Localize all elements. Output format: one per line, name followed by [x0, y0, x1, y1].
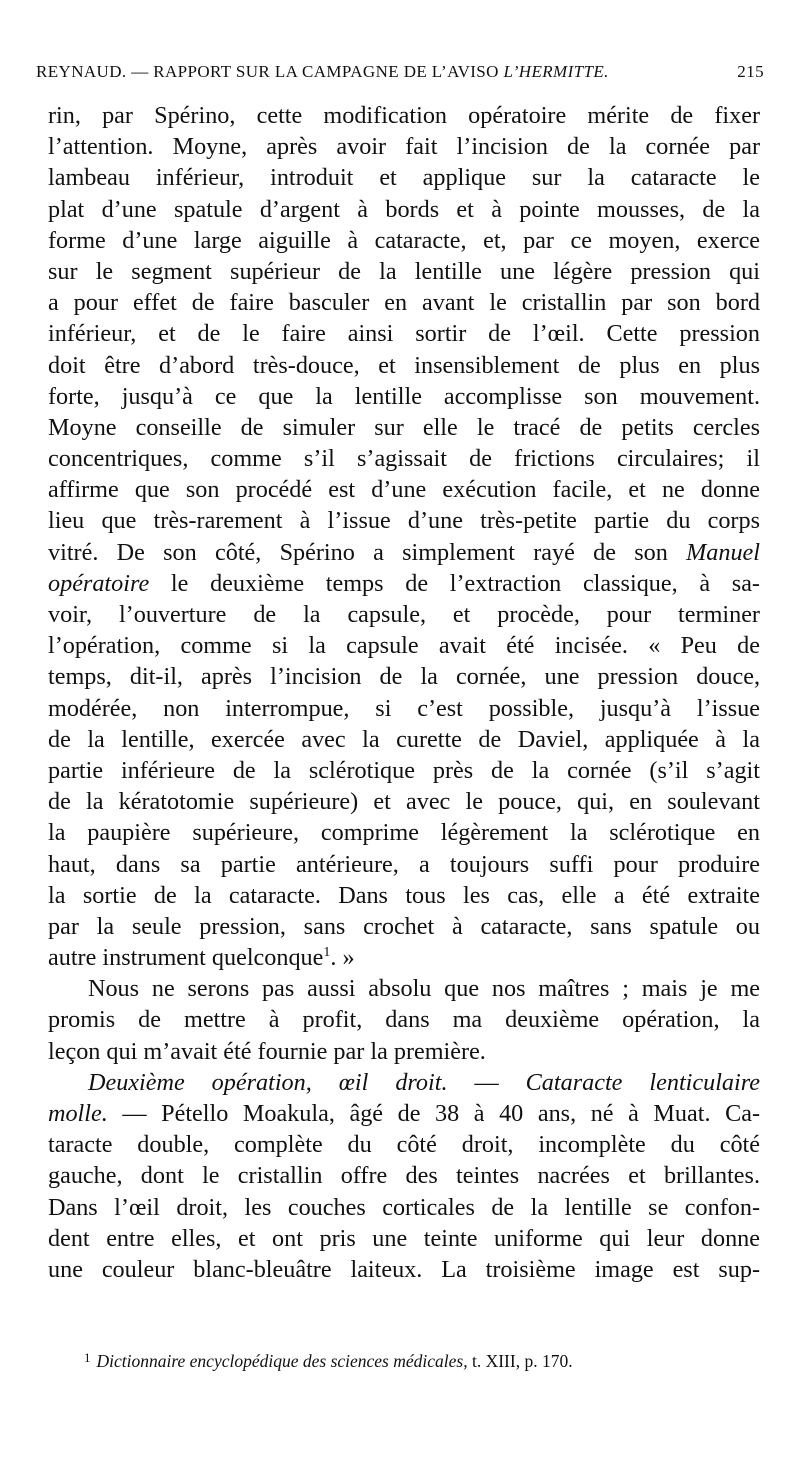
text-run: promis de mettre à profit, dans ma deuxième opération, la	[48, 1006, 760, 1034]
text-run: dent entre elles, et ont pris une teinte uniforme qui leur donne	[48, 1224, 760, 1252]
text-line	[48, 287, 760, 318]
text-run: vitré. De son côté, Spérino a simplement rayé de son	[48, 538, 687, 566]
text-run: . »	[330, 944, 355, 972]
text-run: la sortie de la cataracte. Dans tous les cas, elle a été extraite	[48, 881, 760, 909]
text-run: l’attention. Moyne, après avoir fait l’incision de la cornée par	[48, 133, 760, 161]
text-line	[48, 256, 760, 287]
text-line	[48, 599, 760, 630]
running-head-ship-name: L’HERMITTE.	[503, 62, 609, 81]
footnote-title: Dictionnaire encyclopédique des sciences médicales,	[96, 1351, 468, 1371]
text-line	[48, 786, 760, 817]
text-line	[48, 911, 760, 942]
text-line	[48, 225, 760, 256]
text-run: le deuxième temps de l’extraction classique, à sa-	[149, 569, 760, 597]
text-run: leçon qui m’avait été fournie par la première.	[48, 1037, 486, 1065]
text-run: taracte double, complète du côté droit, incomplète du côté	[48, 1131, 760, 1159]
text-line	[48, 194, 760, 225]
text-line	[48, 973, 760, 1004]
text-line	[48, 131, 760, 162]
text-line	[48, 1098, 760, 1129]
footnote-mark: 1	[84, 1350, 91, 1365]
text-line	[48, 724, 760, 755]
page-number: 215	[737, 62, 764, 81]
text-line	[48, 1004, 760, 1035]
text-run: une couleur blanc-bleuâtre laiteux. La troisième image est sup-	[48, 1255, 760, 1283]
footnote-ref-mark: 1	[323, 945, 331, 961]
text-run: gauche, dont le cristallin offre des teintes nacrées et brillantes.	[48, 1162, 760, 1190]
text-run: temps, dit-il, après l’incision de la cornée, une pression douce,	[48, 663, 760, 691]
text-run: par la seule pression, sans crochet à cataracte, sans spatule ou	[48, 912, 760, 940]
italic-text: molle.	[48, 1100, 108, 1127]
text-run: modérée, non interrompue, si c’est possible, jusqu’à l’issue	[48, 694, 760, 722]
text-run: de la kératotomie supérieure) et avec le pouce, qui, en soulevant	[48, 788, 760, 816]
text-line	[48, 661, 760, 692]
text-run: voir, l’ouverture de la capsule, et procède, pour terminer	[48, 601, 760, 628]
text-line	[48, 381, 760, 412]
text-line	[48, 880, 760, 911]
text-line	[48, 1160, 760, 1191]
text-run: — Pétello Moakula, âgé de 38 à 40 ans, né à Muat. Ca-	[107, 1100, 760, 1127]
text-run: lieu que très-rarement à l’issue d’une très-petite partie du corps	[48, 507, 760, 535]
text-run: rin, par Spérino, cette modification opératoire mérite de fixer	[48, 102, 760, 129]
text-line	[48, 537, 760, 568]
text-run: a pour effet de faire basculer en avant le cristallin par son bord	[48, 289, 760, 317]
text-run: inférieur, et de le faire ainsi sortir de l’œil. Cette pression	[48, 320, 760, 348]
text-line	[48, 100, 760, 131]
text-run: concentriques, comme s’il s’agissait de frictions circulaires; il	[48, 445, 760, 473]
running-head-text: REYNAUD. — RAPPORT SUR LA CAMPAGNE DE L’AVISO	[36, 62, 504, 81]
text-run: Moyne conseille de simuler sur elle le tracé de petits cercles	[48, 413, 760, 441]
running-head	[36, 62, 766, 86]
text-line	[48, 1192, 760, 1223]
text-run: Nous ne serons pas aussi absolu que nos maîtres ; mais je me	[88, 975, 760, 1003]
text-line	[48, 568, 760, 599]
italic-text: Deuxième opération, œil droit.	[88, 1068, 448, 1096]
text-run: partie inférieure de la sclérotique près de la cornée (s’il s’agit	[48, 756, 760, 784]
text-run: forme d’une large aiguille à cataracte, et, par ce moyen, exerce	[48, 226, 760, 254]
text-run: —	[447, 1068, 526, 1096]
body-text	[48, 100, 760, 1285]
text-run: plat d’une spatule d’argent à bords et à pointe mousses, de la	[48, 195, 760, 223]
text-line	[48, 849, 760, 880]
text-run: doit être d’abord très-douce, et insensiblement de plus en plus	[48, 351, 760, 379]
text-run: la paupière supérieure, comprime légèrement la sclérotique en	[48, 819, 760, 847]
text-line	[48, 1254, 760, 1285]
text-line	[48, 162, 760, 193]
text-line	[48, 1067, 760, 1098]
text-run: haut, dans sa partie antérieure, a toujours suffi pour produire	[48, 850, 760, 878]
text-line	[48, 474, 760, 505]
text-run: l’opération, comme si la capsule avait été incisée. « Peu de	[48, 632, 760, 660]
text-run: forte, jusqu’à ce que la lentille accomplisse son mouvement.	[48, 382, 760, 410]
text-line	[48, 817, 760, 848]
text-line	[48, 1223, 760, 1254]
text-line	[48, 443, 760, 474]
text-line	[48, 693, 760, 724]
footnote	[84, 1346, 764, 1373]
text-line	[48, 942, 760, 973]
footnote-reference: t. XIII, p. 170.	[467, 1351, 573, 1371]
text-line	[48, 630, 760, 661]
italic-text: Manuel	[686, 538, 760, 566]
text-run: sur le segment supérieur de la lentille une légère pression qui	[48, 257, 760, 285]
text-line	[48, 412, 760, 443]
text-run: de la lentille, exercée avec la curette de Daviel, appliquée à la	[48, 725, 760, 753]
text-run: Dans l’œil droit, les couches corticales de la lentille se confon-	[48, 1193, 760, 1221]
text-line	[48, 1036, 760, 1067]
text-run: affirme que son procédé est d’une exécution facile, et ne donne	[48, 476, 760, 504]
italic-text: Cataracte lenticulaire	[525, 1068, 760, 1096]
italic-text: opératoire	[48, 569, 150, 597]
text-line	[48, 755, 760, 786]
text-run: autre instrument quelconque	[48, 944, 324, 972]
running-head-title	[36, 62, 609, 82]
text-line	[48, 318, 760, 349]
text-line	[48, 350, 760, 381]
text-line	[48, 1129, 760, 1160]
text-line	[48, 505, 760, 536]
text-run: lambeau inférieur, introduit et applique sur la cataracte le	[48, 164, 760, 192]
